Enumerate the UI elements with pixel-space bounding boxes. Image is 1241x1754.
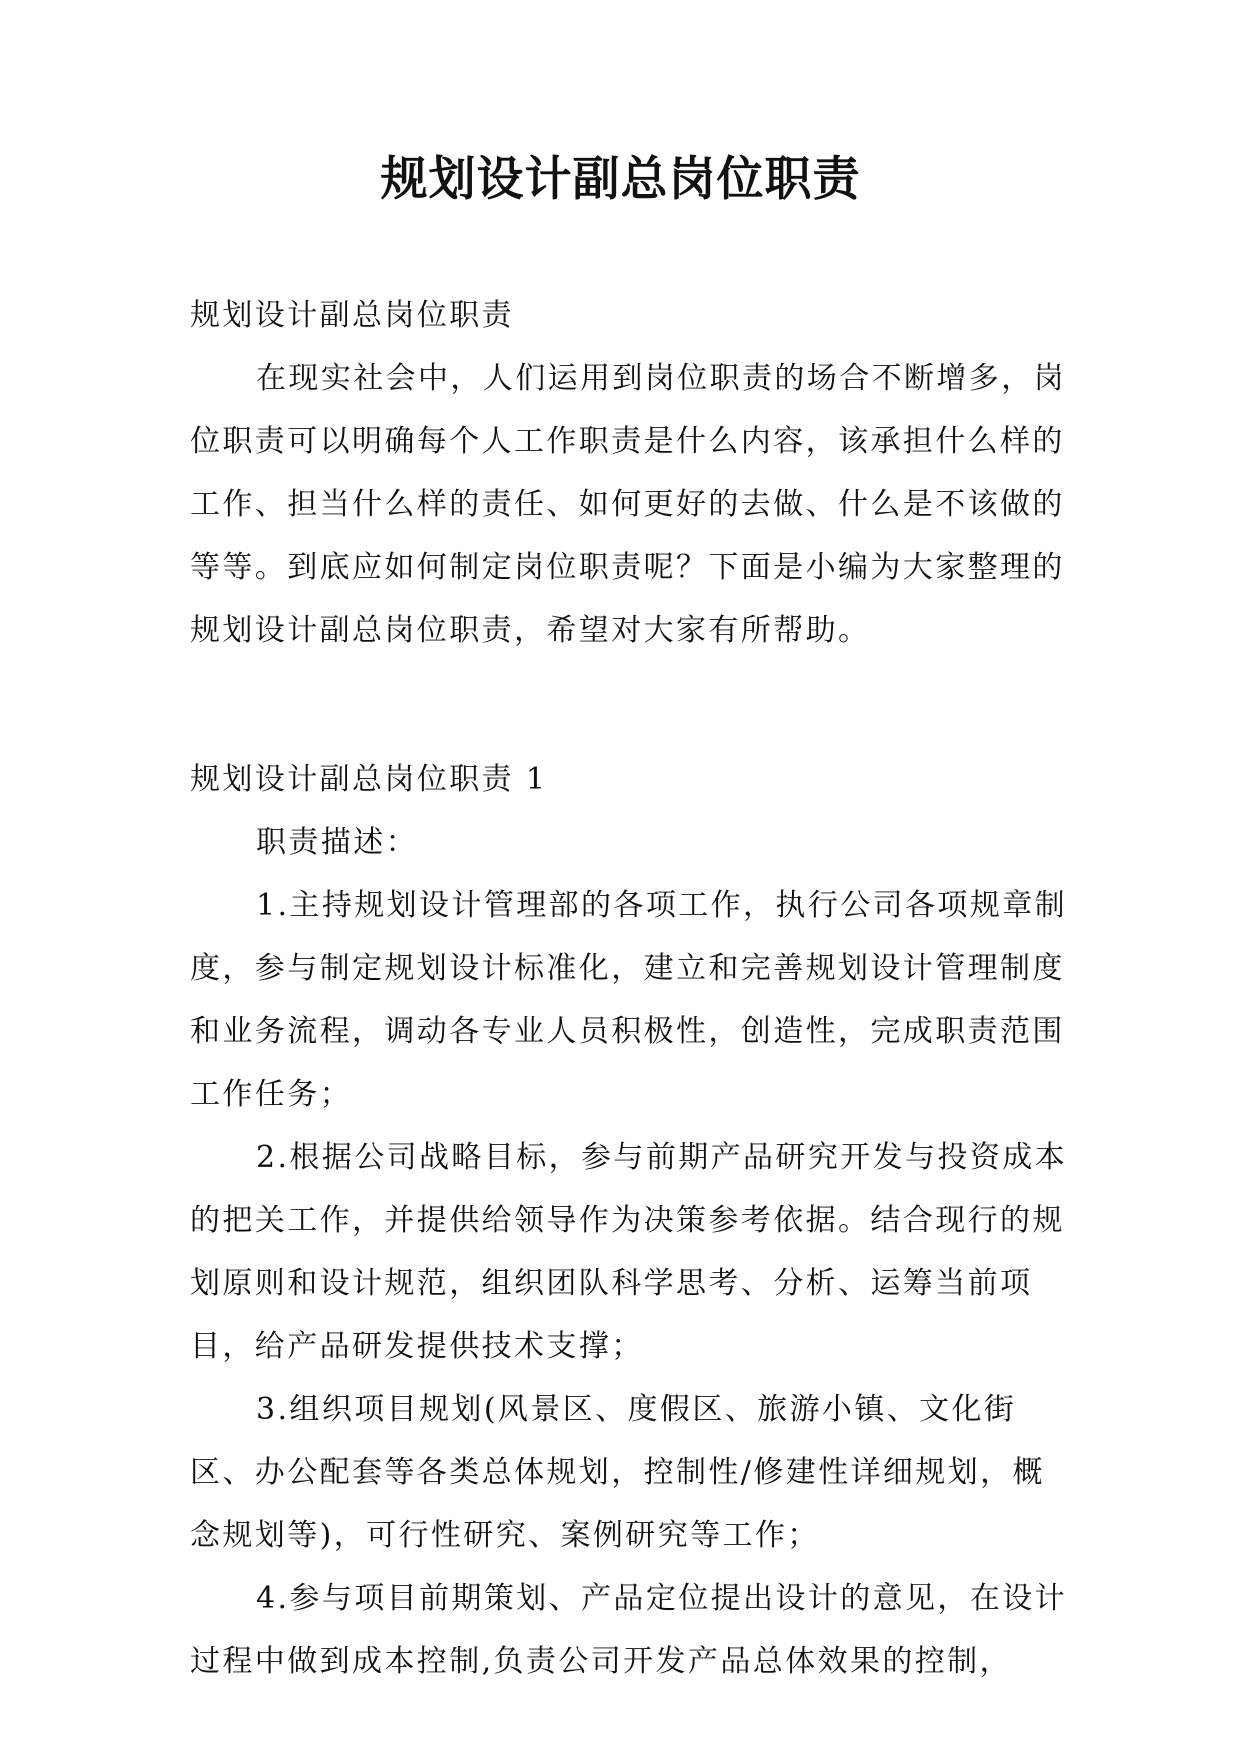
document-body [190, 284, 1070, 1693]
duty-item-1: 1.主持规划设计管理部的各项工作，执行公司各项规章制度，参与制定规划设计标准化，建立和完善规划设计管理制度和业务流程，调动各专业人员积极性，创造性，完成职责范围工作任务； [190, 888, 1068, 1112]
section-spacer [190, 662, 1070, 748]
intro-paragraph: 在现实社会中，人们运用到岗位职责的场合不断增多，岗位职责可以明确每个人工作职责是什么内容，该承担什么样的工作、担当什么样的责任、如何更好的去做、什么是不该做的等等。到底应如何制定岗位职责呢？下面是小编为大家整理的规划设计副总岗位职责，希望对大家有所帮助。 [190, 361, 1066, 648]
duty-item-4: 4.参与项目前期策划、产品定位提出设计的意见，在设计过程中做到成本控制,负责公司开发产品总体效果的控制， [190, 1581, 1068, 1679]
document-subtitle: 规划设计副总岗位职责 [190, 298, 514, 333]
duty-item-3: 3.组织项目规划(风景区、度假区、旅游小镇、文化街区、办公配套等各类总体规划，控制性/修建性详细规划，概念规划等)，可行性研究、案例研究等工作； [190, 1392, 1045, 1553]
section-heading: 规划设计副总岗位职责 1 [190, 762, 548, 797]
duty-item-2: 2.根据公司战略目标，参与前期产品研究开发与投资成本的把关工作，并提供给领导作为决策参考依据。结合现行的规划原则和设计规范，组织团队科学思考、分析、运筹当前项目，给产品研发提供技术支撑； [190, 1140, 1068, 1364]
document-title: 规划设计副总岗位职责 [380, 152, 861, 207]
section-label: 职责描述： [256, 825, 418, 860]
